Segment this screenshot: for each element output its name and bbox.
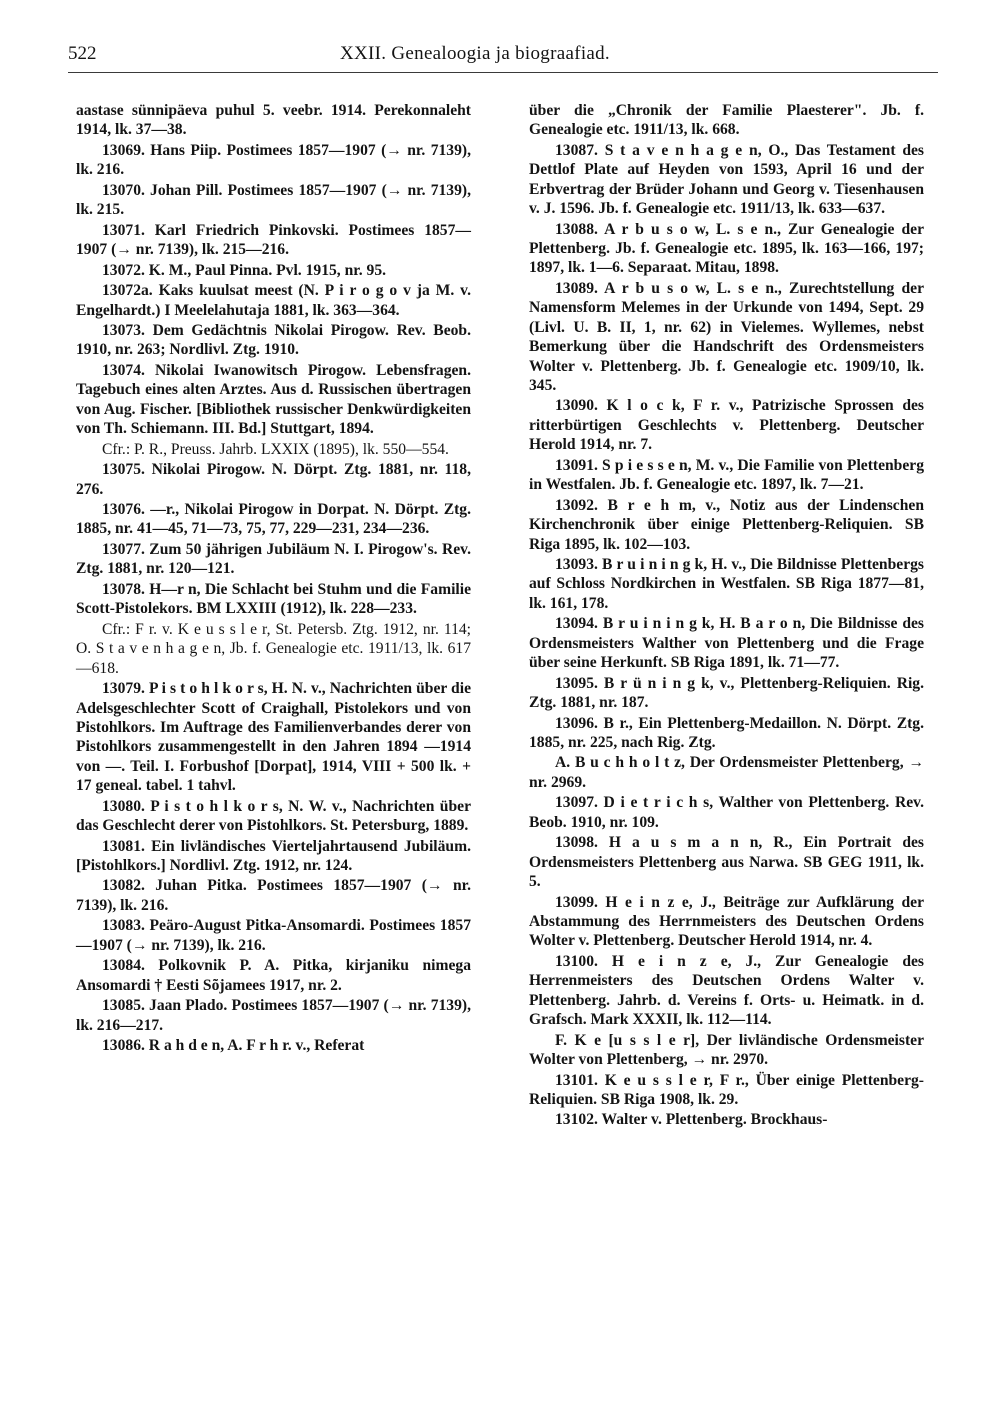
bibliography-entry: 13097. D i e t r i c h s, Walther von Plettenberg. Rev. Beob. 1910, nr. 109.: [529, 794, 924, 831]
bibliography-entry: 13080. P i s t o h l k o r s, N. W. v., Nachrichten über das Geschlecht derer von Pistohlkors. St. Petersburg, 1889.: [76, 797, 471, 835]
bibliography-entry: 13072a. Kaks kuulsat meest (N. P i r o g o v ja M. v. Engelhardt.) I Meelelahutaja 1881, lk. 363—364.: [76, 282, 471, 319]
bibliography-entry: 13100. H e i n z e, J., Zur Genealogie des Herrenmeisters des Deutschen Ordens Walter v. Plettenberg. Jahrb. d. Vereins f. Orts- u. Heimatk. in d. Grafsch. Mark XXXII, lk. 112—114.: [529, 952, 924, 1029]
bibliography-entry: 13077. Zum 50 jährigen Jubiläum N. I. Pirogow's. Rev. Ztg. 1881, nr. 120—121.: [76, 540, 471, 578]
bibliography-entry: 13090. K l o c k, F r. v., Patrizische Sprossen des ritterbürtigen Geschlechts v. Plettenberg. Deutscher Herold 1914, nr. 7.: [529, 397, 924, 454]
bibliography-entry: 13091. S p i e s s e n, M. v., Die Familie von Plettenberg in Westfalen. Jb. f. Genealogie etc. 1897, lk. 7—21.: [529, 456, 924, 494]
bibliography-entry: 13070. Johan Pill. Postimees 1857—1907 (→ nr. 7139), lk. 215.: [76, 181, 471, 219]
bibliography-entry: 13101. K e u s s l e r, F r., Über einige Plettenberg-Reliquien. SB Riga 1908, lk. 29.: [529, 1071, 924, 1108]
bibliography-entry: 13081. Ein livländisches Vierteljahrtausend Jubiläum. [Pistohlkors.] Nordlivl. Ztg. 1912, nr. 124.: [76, 837, 471, 874]
bibliography-entry: 13096. B r., Ein Plettenberg-Medaillon. N. Dörpt. Ztg. 1885, nr. 225, nach Rig. Ztg.: [529, 714, 924, 751]
bibliography-entry: 13093. B r u i n i n g k, H. v., Die Bildnisse Plettenbergs auf Schloss Nordkirchen in Westfalen. SB Riga 1877—81, lk. 161, 178.: [529, 556, 924, 612]
bibliography-entry: 13094. B r u i n i n g k, H. B a r o n, Die Bildnisse des Ordensmeisters Walther von Plettenberg und die Frage über seine Herkunft. SB Riga 1891, lk. 71—77.: [529, 615, 924, 672]
bibliography-entry: 13071. Karl Friedrich Pinkovski. Postimees 1857—1907 (→ nr. 7139), lk. 215—216.: [76, 221, 471, 259]
bibliography-entry: 13076. —r., Nikolai Pirogow in Dorpat. N. Dörpt. Ztg. 1885, nr. 41—45, 71—73, 75, 77, 229—231, 234—236.: [76, 501, 471, 538]
bibliography-entry: 13099. H e i n z e, J., Beiträge zur Aufklärung der Abstammung des Herrnmeisters des Deutschen Ordens Wolter v. Plettenberg. Deutscher Herold 1914, nr. 4.: [529, 893, 924, 950]
bibliography-entry: F. K e [u s s l e r], Der livländische Ordensmeister Wolter von Plettenberg, → nr. 2970.: [529, 1031, 924, 1068]
bibliography-entry: 13086. R a h d e n, A. F r h r. v., Referat: [102, 1037, 365, 1055]
bibliography-note: Cfr.: F r. v. K e u s s l e r, St. Petersb. Ztg. 1912, nr. 114; O. S t a v e n h a g e n, Jb. f. Genealogie etc. 1911/13, lk. 617—618.: [76, 620, 471, 677]
bibliography-note: Cfr.: P. R., Preuss. Jahrb. LXXIX (1895), lk. 550—554.: [102, 440, 449, 458]
bibliography-entry: 13102. Walter v. Plettenberg. Brockhaus-: [555, 1111, 828, 1129]
left-column: [76, 101, 471, 1057]
bibliography-entry: 13092. B r e h m, v., Notiz aus der Lindenschen Kirchenchronik über einige Plettenberg-Reliquien. SB Riga 1895, lk. 102—103.: [529, 496, 924, 553]
bibliography-entry: 13072. K. M., Paul Pinna. Pvl. 1915, nr. 95.: [102, 261, 387, 279]
bibliography-entry: 13069. Hans Piip. Postimees 1857—1907 (→ nr. 7139), lk. 216.: [76, 141, 471, 179]
right-column: [529, 101, 924, 1131]
bibliography-entry: über die „Chronik der Familie Plaesterer". Jb. f. Genealogie etc. 1911/13, lk. 668.: [529, 102, 924, 139]
bibliography-entry: 13083. Peäro-August Pitka-Ansomardi. Postimees 1857—1907 (→ nr. 7139), lk. 216.: [76, 917, 471, 954]
page-number: 522: [68, 43, 97, 64]
bibliography-entry: 13087. S t a v e n h a g e n, O., Das Testament des Dettlof Plate auf Heyden von 1593, April 16 und der Erbvertrag der Brüder Johann und Georg v. Tiesenhausen v. J. 1596. Jb. f. Genealogie etc. 1911/13, lk. 633—637.: [529, 141, 924, 218]
bibliography-entry: 13073. Dem Gedächtnis Nikolai Pirogow. Rev. Beob. 1910, nr. 263; Nordlivl. Ztg. 1910.: [76, 322, 471, 359]
bibliography-entry: 13095. B r ü n i n g k, v., Plettenberg-Reliquien. Rig. Ztg. 1881, nr. 187.: [529, 674, 924, 712]
bibliography-entry: 13088. A r b u s o w, L. s e n., Zur Genealogie der Plettenberg. Jb. f. Genealogie etc. 1895, lk. 163—166, 197; 1897, lk. 1—6. Separaat. Mitau, 1898.: [529, 220, 924, 277]
bibliography-entry: 13075. Nikolai Pirogow. N. Dörpt. Ztg. 1881, nr. 118, 276.: [76, 461, 471, 498]
bibliography-entry: 13074. Nikolai Iwanowitsch Pirogow. Lebensfragen. Tagebuch eines alten Arztes. Aus d. Russischen übertragen von Aug. Fischer. [Bibliothek russischer Denkwürdigkeiten von Th. Schiemann. III. Bd.] Stuttgart, 1894.: [76, 361, 471, 438]
bibliography-entry: 13082. Juhan Pitka. Postimees 1857—1907 (→ nr. 7139), lk. 216.: [76, 877, 471, 914]
bibliography-entry: aastase sünnipäeva puhul 5. veebr. 1914. Perekonnaleht 1914, lk. 37—38.: [76, 102, 471, 139]
running-title: XXII. Genealoogia ja biograafiad.: [340, 43, 610, 64]
bibliography-entry: A. B u c h h o l t z, Der Ordensmeister Plettenberg, → nr. 2969.: [529, 754, 924, 791]
bibliography-entry: 13079. P i s t o h l k o r s, H. N. v., Nachrichten über die Adelsgeschlechter Scott of Craighall, Pistolekors und von Pistohlkors. Im Auftrage des Familienverbandes derer von Pistohlkors zusammengestellt in den Jahren 1894 —1914 von —. Teil. I. Forbushof [Dorpat], 1914, VIII + 500 lk. + 17 geneal. tabel. 1 tahvl.: [76, 680, 471, 795]
bibliography-entry: 13098. H a u s m a n n, R., Ein Portrait des Ordensmeisters Plettenberg aus Narwa. SB GEG 1911, lk. 5.: [529, 834, 924, 891]
bibliography-entry: 13089. A r b u s o w, L. s e n., Zurechtstellung der Namensform Melemes in der Urkunde von 1494, Sept. 29 (Livl. U. B. II, 1, nr. 62) in Vielemes. Wyllemes, nebst Bemerkung über die Handschrift des Ordensmeisters Wolter v. Plettenberg. Jb. f. Genealogie etc. 1909/10, lk. 345.: [529, 279, 924, 394]
bibliography-entry: 13084. Polkovnik P. A. Pitka, kirjaniku nimega Ansomardi † Eesti Sõjamees 1917, nr. 2.: [76, 957, 471, 994]
bibliography-entry: 13078. H—r n, Die Schlacht bei Stuhm und die Familie Scott-Pistolekors. BM LXXIII (1912), lk. 228—233.: [76, 580, 471, 618]
bibliography-entry: 13085. Jaan Plado. Postimees 1857—1907 (→ nr. 7139), lk. 216—217.: [76, 997, 471, 1034]
page-header: [68, 40, 938, 73]
